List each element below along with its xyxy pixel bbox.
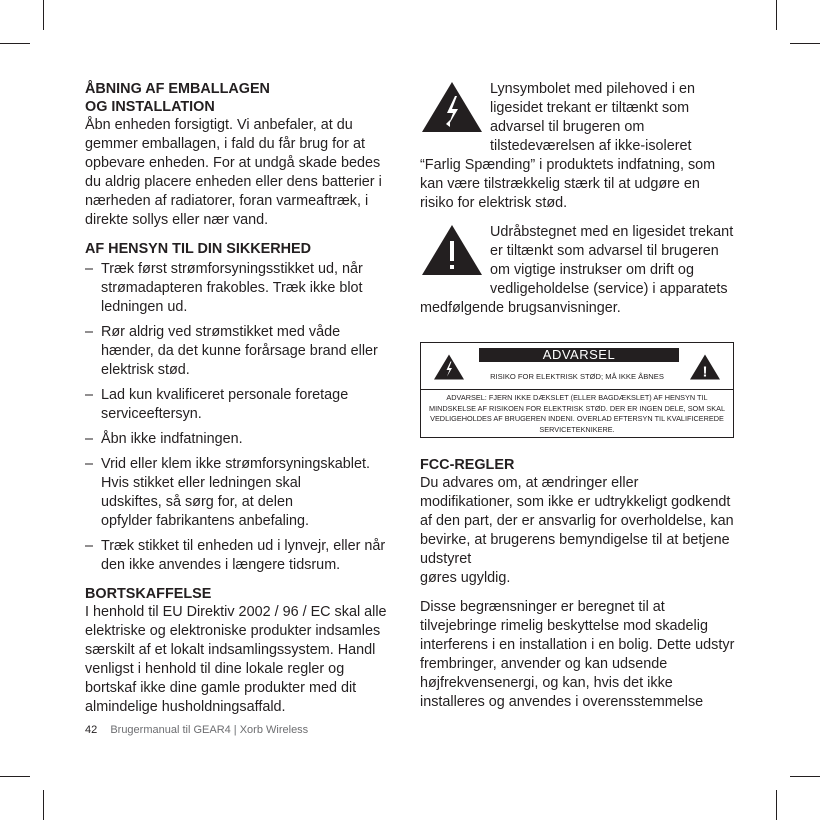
dash-bullet: – (85, 538, 94, 554)
list-item (85, 537, 393, 575)
crop-mark (0, 776, 30, 777)
exclamation-warning-text: Udråbstegnet med en ligesidet trekant er tiltænkt som advarsel til brugeren om vigtige instrukser om drift og vedligeholdelse (service) i apparatets medfølgende brugsanvisninger. (420, 224, 734, 316)
right-column (420, 80, 735, 722)
list-item-text: Vrid eller klem ikke strømforsyningskablet. (101, 456, 370, 472)
dash-bullet: – (85, 456, 94, 472)
list-item-text: Hvis stikket eller ledningen skal (101, 475, 301, 491)
fcc-text-1a: Du advares om, at ændringer eller modifikationer, som ikke er udtrykkeligt godkendt af den part, der er ansvarlig for overholdelse, kan bevirke, at brugerens bemyndigelse til at betjene udstyret (420, 475, 734, 567)
list-item (85, 386, 393, 424)
warning-risk-text: RISIKO FOR ELEKTRISK STØD; MÅ IKKE ÅBNES (490, 372, 664, 381)
list-item (85, 430, 393, 449)
disposal-heading: BORTSKAFFELSE (85, 586, 212, 602)
list-item (85, 323, 393, 380)
list-item-text: Træk stikket til enheden ud i lynvejr, eller når den ikke anvendes i længere tidsrum. (101, 538, 386, 573)
disposal-text: I henhold til EU Direktiv 2002 / 96 / EC skal alle elektriske og elektroniske produkter indsamles særskilt af et lokalt indsamlingssystem. Handl venligst i henhold til dine lokale regler og bortskaf ikke dine gamle produkter med dit almindelige husholdningsaffald. (85, 604, 387, 715)
page-number: 42 (85, 724, 98, 736)
warning-label-top (421, 343, 733, 390)
opening-heading-line2: OG INSTALLATION (85, 99, 215, 115)
opening-heading (85, 80, 393, 116)
fcc-section (420, 456, 735, 712)
crop-mark (790, 776, 820, 777)
lightning-triangle-icon (420, 80, 490, 140)
list-item-text: opfylder fabrikantens anbefaling. (101, 513, 310, 529)
safety-heading: AF HENSYN TIL DIN SIKKERHED (85, 241, 312, 257)
opening-heading-line1: ÅBNING AF EMBALLAGEN (85, 81, 270, 97)
fcc-text-1 (420, 474, 735, 588)
list-item-text: udskiftes, så sørg for, at delen (101, 494, 293, 510)
list-item (85, 260, 393, 317)
page-footer (85, 724, 308, 736)
footer-description: Brugermanual til GEAR4 | Xorb Wireless (110, 724, 309, 736)
dash-bullet: – (85, 387, 94, 403)
exclamation-triangle-icon (420, 223, 490, 283)
safety-list (85, 260, 393, 575)
list-item-text: Træk først strømforsyningsstikket ud, når strømadapteren frakobles. Træk ikke blot ledningen ud. (101, 261, 363, 315)
warning-label (420, 342, 734, 438)
exclamation-triangle-icon (689, 353, 721, 387)
crop-mark (776, 0, 777, 30)
fcc-text-1b: gøres ugyldig. (420, 570, 511, 586)
warning-label-body: ADVARSEL: FJERN IKKE DÆKSLET (ELLER BAGDÆKSLET) AF HENSYN TIL MINDSKELSE AF RISIKOEN FOR ELEKTRISK STØD. DER ER INGEN DELE, SOM SKAL VEDLIGEHOLDES AF BRUGEREN INDENI. OVERLAD EFTERSYN TIL KVALIFICEREDE SERVICETEKNIKERE. (429, 393, 725, 434)
fcc-heading: FCC-REGLER (420, 457, 515, 473)
crop-mark (0, 43, 30, 44)
opening-text: Åbn enheden forsigtigt. Vi anbefaler, at du gemmer emballagen, i fald du får brug for at opbevare enheden. For at undgå skade bedes du aldrig placere enheden eller dens batterier i nærheden af radiatorer, foran varmeaftræk, i direkte sollys eller nær vand. (85, 117, 382, 228)
crop-mark (776, 790, 777, 820)
dash-bullet: – (85, 261, 94, 277)
exclamation-warning (420, 223, 735, 318)
disposal-section (85, 585, 393, 717)
dash-bullet: – (85, 324, 94, 340)
fcc-text-2: Disse begrænsninger er beregnet til at tilvejebringe rimelig beskyttelse mod skadelig interferens i en installation i en bolig. Dette udstyr frembringer, anvender og kan udsende højfrekvensenergi, og kan, hvis det ikke installeres og anvendes i overensstemmelse (420, 599, 735, 710)
list-item-text: Lad kun kvalificeret personale foretage serviceeftersyn. (101, 387, 349, 422)
crop-mark (43, 790, 44, 820)
left-column (85, 80, 393, 727)
lightning-warning (420, 80, 735, 213)
crop-mark (43, 0, 44, 30)
exclamation-mark: ! (702, 363, 708, 381)
list-item-text: Åbn ikke indfatningen. (101, 431, 243, 447)
list-item (85, 455, 393, 531)
crop-mark (790, 43, 820, 44)
lightning-warning-text: Lynsymbolet med pilehoved i en ligesidet trekant er tiltænkt som advarsel til brugeren om tilstedeværelsen af ikke-isoleret “Farlig Spænding” i produktets indfatning, som kan være tilstrækkelig stærk til at udgøre en risiko for elektrisk stød. (420, 81, 716, 211)
dash-bullet: – (85, 431, 94, 447)
opening-section (85, 80, 393, 230)
list-item-text: Rør aldrig ved strømstikket med våde hænder, da det kunne forårsage brand eller elektrisk stød. (101, 324, 378, 378)
warning-banner: ADVARSEL (479, 348, 679, 362)
safety-section (85, 240, 393, 575)
